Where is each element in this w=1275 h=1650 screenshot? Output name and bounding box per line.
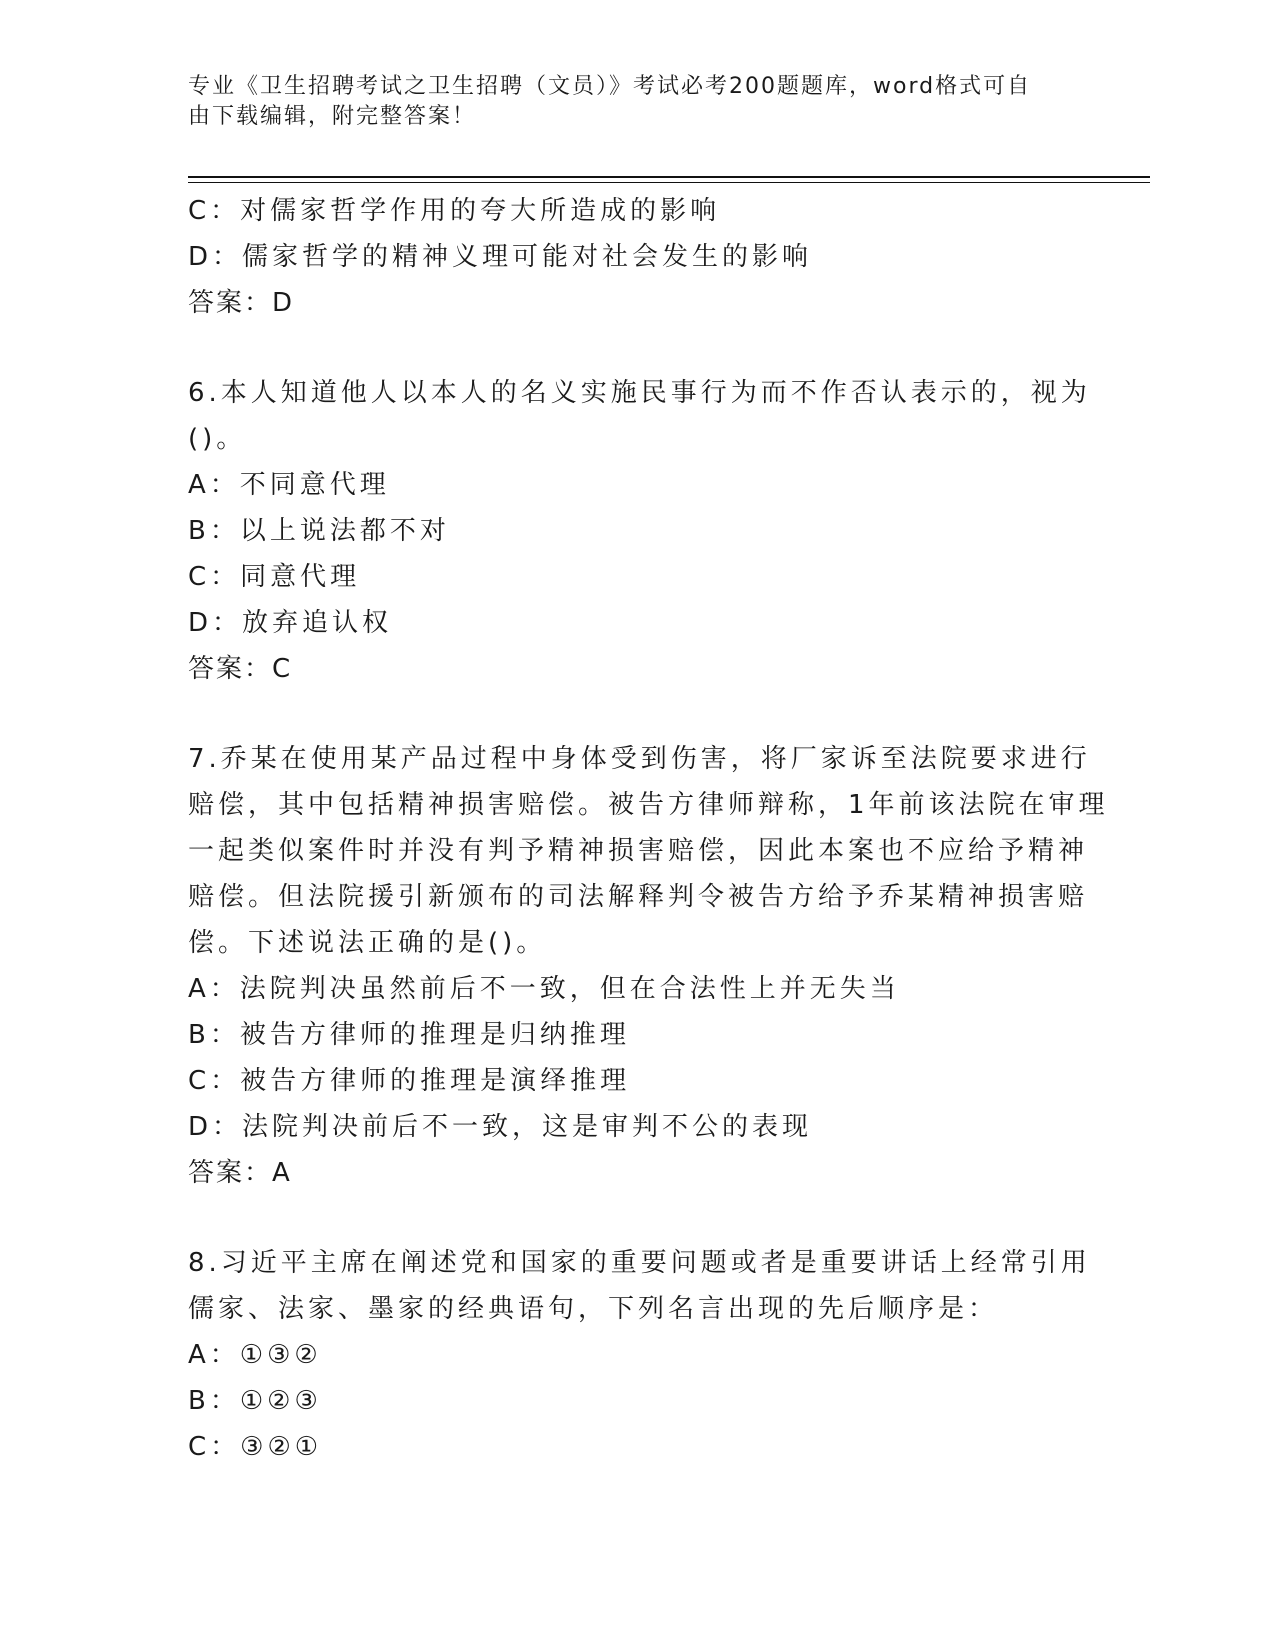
question-text-line: 赔偿，其中包括精神损害赔偿。被告方律师辩称，1年前该法院在审理 xyxy=(188,790,1109,820)
question-8 xyxy=(188,1240,1091,1470)
option-d: D：儒家哲学的精神义理可能对社会发生的影响 xyxy=(188,242,813,272)
question-text-line: ()。 xyxy=(188,424,247,454)
option-b: B：①②③ xyxy=(188,1386,322,1416)
answer-label: 答案：C xyxy=(188,654,293,684)
document-header xyxy=(188,72,1068,132)
header-line-1: 专业《卫生招聘考试之卫生招聘（文员）》考试必考200题题库，word格式可自 xyxy=(188,74,1032,99)
option-c: C：同意代理 xyxy=(188,562,361,592)
option-d: D：放弃追认权 xyxy=(188,608,393,638)
answer-label: 答案：D xyxy=(188,288,295,318)
spacer xyxy=(188,326,1088,370)
option-a: A：法院判决虽然前后不一致，但在合法性上并无失当 xyxy=(188,974,900,1004)
question-text-line: 赔偿。但法院援引新颁布的司法解释判令被告方给予乔某精神损害赔 xyxy=(188,882,1089,912)
option-b: B：被告方律师的推理是归纳推理 xyxy=(188,1020,630,1050)
header-divider-thin xyxy=(188,182,1150,183)
question-6 xyxy=(188,370,1091,692)
header-divider-thick xyxy=(188,176,1150,178)
option-a: A：不同意代理 xyxy=(188,470,390,500)
spacer xyxy=(188,692,1088,736)
header-line-2: 由下载编辑，附完整答案！ xyxy=(188,104,477,129)
answer-label: 答案：A xyxy=(188,1158,292,1188)
option-c: C：对儒家哲学作用的夸大所造成的影响 xyxy=(188,196,721,226)
question-text-line: 偿。下述说法正确的是()。 xyxy=(188,928,547,958)
question-5-continuation xyxy=(188,188,1088,326)
question-text-line: 8.习近平主席在阐述党和国家的重要问题或者是重要讲话上经常引用 xyxy=(188,1248,1091,1278)
option-c: C：③②① xyxy=(188,1432,323,1462)
spacer xyxy=(188,1196,1088,1240)
option-b: B：以上说法都不对 xyxy=(188,516,450,546)
question-list xyxy=(188,188,1109,1470)
question-7 xyxy=(188,736,1109,1196)
question-text-line: 6.本人知道他人以本人的名义实施民事行为而不作否认表示的，视为 xyxy=(188,378,1091,408)
question-text-line: 儒家、法家、墨家的经典语句，下列名言出现的先后顺序是： xyxy=(188,1294,999,1324)
question-text-line: 一起类似案件时并没有判予精神损害赔偿，因此本案也不应给予精神 xyxy=(188,836,1089,866)
option-a: A：①③② xyxy=(188,1340,322,1370)
option-d: D：法院判决前后不一致，这是审判不公的表现 xyxy=(188,1112,813,1142)
question-text-line: 7.乔某在使用某产品过程中身体受到伤害，将厂家诉至法院要求进行 xyxy=(188,744,1091,774)
option-c: C：被告方律师的推理是演绎推理 xyxy=(188,1066,631,1096)
